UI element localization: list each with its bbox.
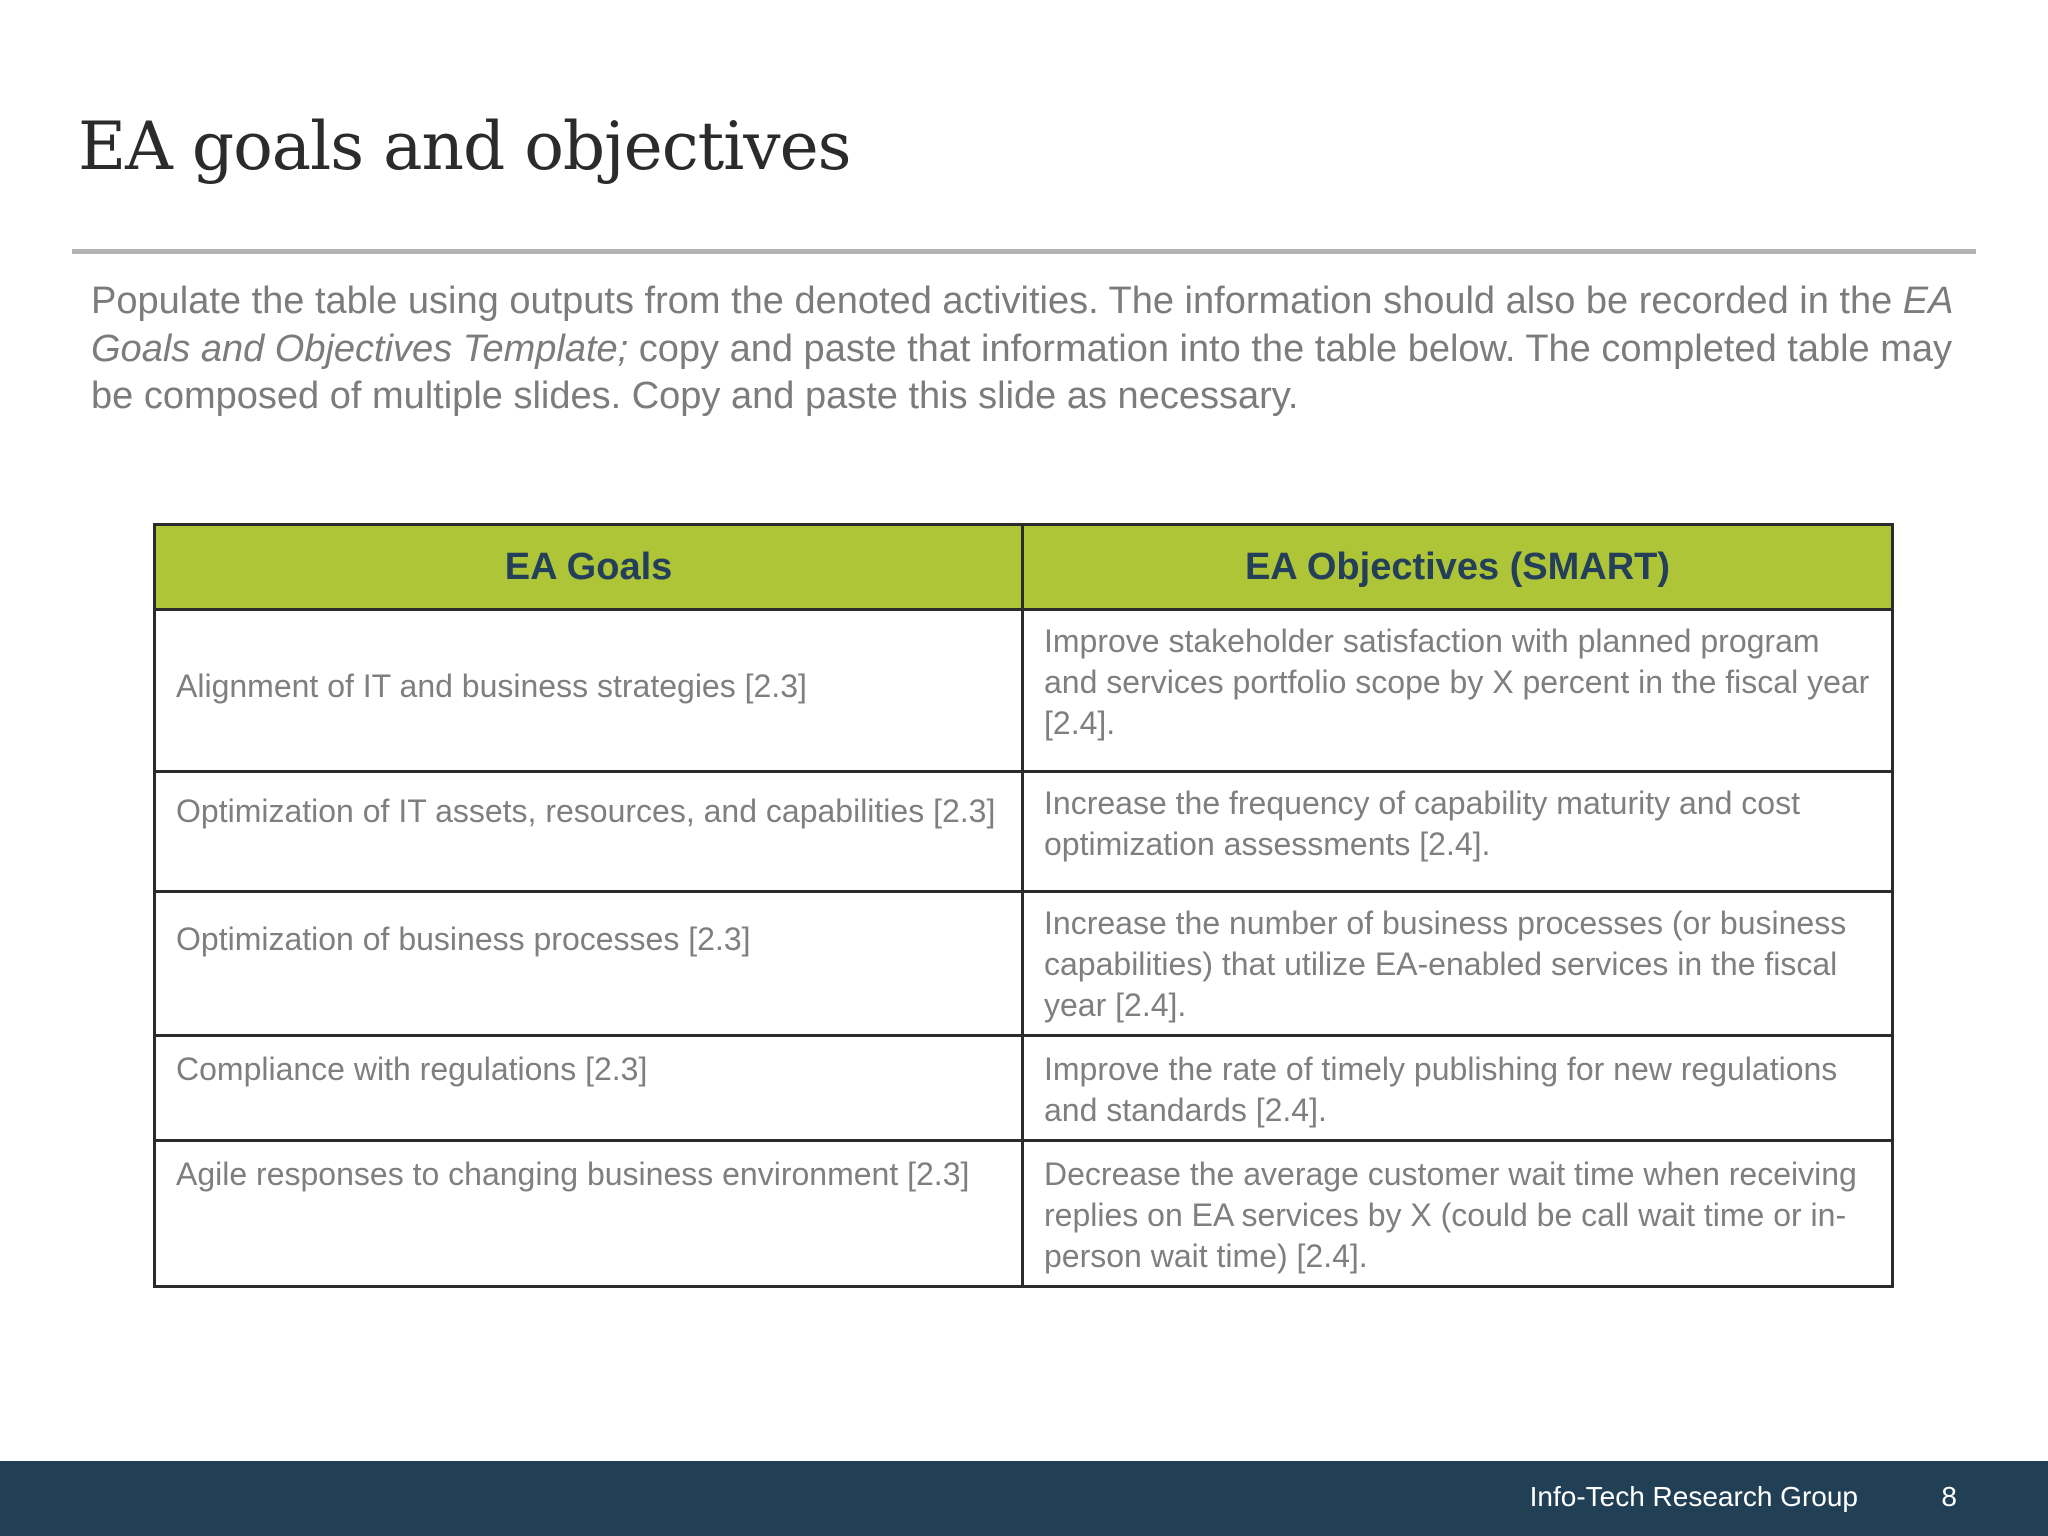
table-row (155, 610, 1893, 772)
table-row (155, 892, 1893, 1036)
goal-cell: Agile responses to changing business environment [2.3] (155, 1141, 1023, 1287)
goal-cell: Optimization of IT assets, resources, and capabilities [2.3] (155, 772, 1023, 892)
table-row (155, 1036, 1893, 1141)
objective-cell: Improve stakeholder satisfaction with planned program and services portfolio scope by X percent in the fiscal year [2.4]. (1023, 610, 1893, 772)
goal-cell: Optimization of business processes [2.3] (155, 892, 1023, 1036)
header-ea-objectives: EA Objectives (SMART) (1023, 525, 1893, 610)
header-ea-goals: EA Goals (155, 525, 1023, 610)
objective-cell: Decrease the average customer wait time when receiving replies on EA services by X (could be call wait time or in-person wait time) [2.4]. (1023, 1141, 1893, 1287)
ea-goals-objectives-table (153, 523, 1894, 1288)
objective-cell: Increase the frequency of capability maturity and cost optimization assessments [2.4]. (1023, 772, 1893, 892)
intro-paragraph (91, 278, 1971, 421)
page-number: 8 (1941, 1481, 1957, 1512)
goal-cell: Alignment of IT and business strategies [2.3] (155, 610, 1023, 772)
template-name: EA Goals and Objectives Template; (91, 280, 1953, 370)
objective-cell: Increase the number of business processes (or business capabilities) that utilize EA-enabled services in the fiscal year [2.4]. (1023, 892, 1893, 1036)
footer-bar (0, 1461, 2048, 1536)
goal-cell: Compliance with regulations [2.3] (155, 1036, 1023, 1141)
title-divider (72, 249, 1976, 254)
footer-organization: Info-Tech Research Group (1529, 1481, 1858, 1512)
objective-cell: Improve the rate of timely publishing for new regulations and standards [2.4]. (1023, 1036, 1893, 1141)
intro-text-end: copy and paste that information into the table below. The completed table may be composed of multiple slides. Copy and paste this slide as necessary. (91, 327, 1953, 417)
slide-title: EA goals and objectives (78, 108, 851, 185)
table-row (155, 772, 1893, 892)
table-row (155, 1141, 1893, 1287)
table-header-row (155, 525, 1893, 610)
intro-text-start: Populate the table using outputs from the denoted activities. The information should also be recorded in the (91, 280, 1903, 322)
